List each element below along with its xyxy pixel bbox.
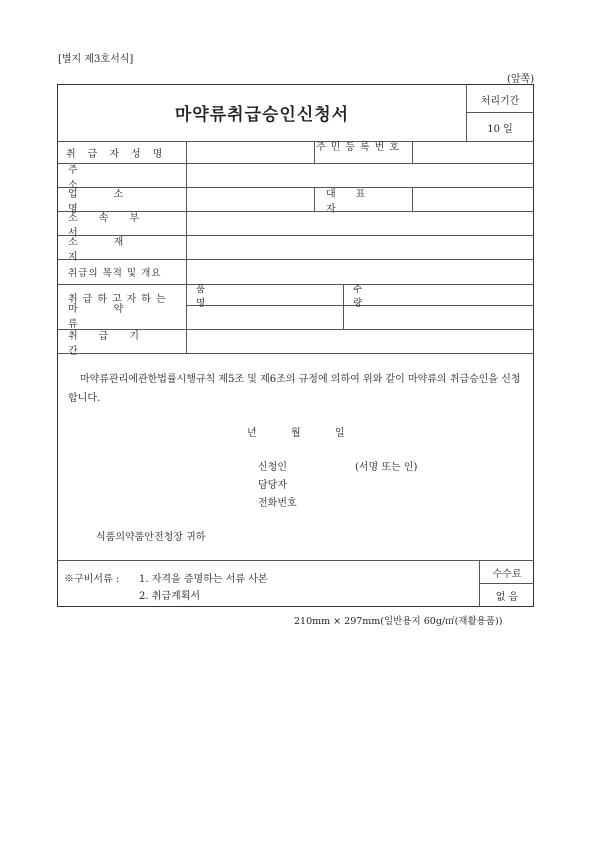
label-location: 소재지 [68,236,160,263]
label-representative: 대표자 [326,188,386,215]
label-business-name: 업소명 [68,188,160,215]
handling-period-field[interactable] [187,330,533,353]
document-item-2: 2. 취급계획서 [139,591,201,602]
date-month: 월 [291,428,301,439]
business-name-field[interactable] [187,188,313,211]
label-drug-line1: 취급하고자하는 [68,293,171,305]
form-title: 마약류취급승인신청서 [174,105,350,125]
resident-number-field[interactable] [413,142,533,163]
department-field[interactable] [187,212,533,235]
phone-label: 전화번호 [258,498,297,509]
column-line [314,187,315,211]
paper-spec: 210mm × 297mm(일반용지 60g/㎡(재활용품)) [294,616,503,627]
column-item-name: 품명 [196,284,316,309]
sign-note: (서명 또는 인) [355,462,418,473]
column-quantity: 수량 [353,284,507,309]
label-address: 주소 [68,164,158,191]
label-handling-period: 취급기간 [68,330,160,357]
processing-label: 처리기간 [480,95,520,107]
address-field[interactable] [187,164,533,187]
label-resident-number: 주민등록번호 [316,142,404,153]
form-number: [별지 제3호서식] [58,54,134,65]
documents-label: ※구비서류 : [64,574,120,585]
label-drug-line2: 마약류 [68,304,160,330]
purpose-field[interactable] [187,260,533,284]
column-line [314,141,315,163]
statement-text: 마약류관리에관한법률시행규칙 제5조 및 제6조의 규정에 의하여 위와 같이 마약류의 취급승인을 신청합니다. [68,374,521,404]
manager-label: 담당자 [258,480,287,491]
item-name-field[interactable] [187,306,342,329]
document-item-1: 1. 자격을 증명하는 서류 사본 [139,574,268,585]
representative-field[interactable] [413,188,533,211]
processing-value: 10 일 [487,123,513,135]
row-line [57,560,534,561]
fee-label: 수수료 [492,568,522,580]
page-side: (앞쪽) [507,74,535,85]
handler-name-field[interactable] [187,142,313,163]
quantity-field[interactable] [344,306,533,329]
applicant-label: 신청인 [258,462,287,473]
fee-value: 없 음 [495,592,519,603]
label-purpose: 취급의 목적 및 개요 [68,268,162,279]
label-department: 소속부서 [68,212,160,239]
label-handler-name: 취급자성명 [66,149,175,160]
addressee: 식품의약품안전청장 귀하 [96,532,206,543]
date-year: 년 [247,428,257,439]
date-day: 일 [335,428,345,439]
location-field[interactable] [187,236,533,259]
